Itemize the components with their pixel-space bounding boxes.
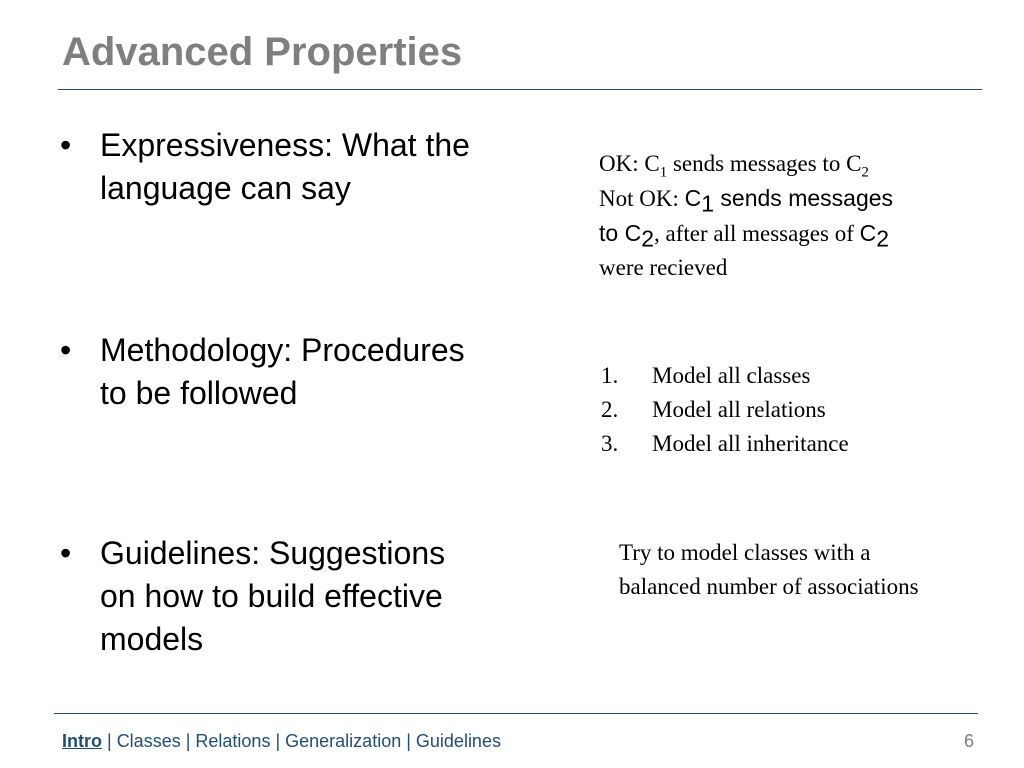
nav-link-generalization[interactable]: Generalization	[285, 731, 402, 751]
page-number: 6	[963, 731, 974, 751]
nav-link-classes[interactable]: Classes	[116, 731, 181, 751]
nav-link-guidelines[interactable]: Guidelines	[415, 731, 501, 751]
footer-nav	[62, 731, 501, 752]
list-item-text: Model all classes	[652, 363, 811, 388]
ok-mid: sends messages to C	[667, 151, 862, 176]
nav-separator: |	[180, 731, 196, 751]
notok-after: , after all messages of	[653, 221, 860, 246]
notok-sub3: 2	[876, 225, 890, 252]
notok-c: C	[684, 185, 702, 211]
list-item-text: Model all relations	[652, 397, 826, 422]
methodology-steps	[601, 359, 981, 461]
notok-sub1: 1	[701, 190, 715, 217]
nav-link-relations[interactable]: Relations	[195, 731, 271, 751]
notok-end: were recieved	[599, 255, 728, 280]
bullet-text-line: models	[100, 621, 204, 657]
list-item	[601, 427, 981, 461]
ok-sub2: 2	[861, 164, 869, 181]
notok-to: to C	[599, 220, 642, 246]
tip-line: Try to model classes with a	[619, 540, 871, 565]
bullet-text-line: language can say	[100, 170, 351, 206]
bullet-text-line: Guidelines: Suggestions	[100, 535, 446, 571]
title-divider	[58, 89, 982, 90]
bullet-methodology	[60, 329, 540, 415]
nav-separator: |	[401, 731, 416, 751]
ok-sub1: 1	[659, 164, 668, 181]
nav-link-intro[interactable]: Intro	[62, 731, 102, 751]
guideline-tip	[619, 536, 1009, 604]
bullet-marker: •	[60, 127, 72, 163]
bullet-expressiveness	[60, 124, 540, 210]
notok-sends: sends messages	[714, 185, 894, 211]
nav-separator: |	[102, 731, 117, 751]
notok-sub2: 2	[641, 225, 654, 252]
notok-c2: C	[859, 220, 877, 246]
list-item-text: Model all inheritance	[652, 431, 849, 456]
expressiveness-example	[599, 147, 979, 285]
footer-divider	[54, 713, 978, 714]
bullet-marker: •	[60, 332, 72, 368]
bullet-guidelines	[60, 532, 540, 661]
nav-separator: |	[270, 731, 286, 751]
list-item	[601, 359, 981, 393]
tip-line: balanced number of associations	[619, 574, 919, 599]
ok-line	[599, 147, 979, 181]
bullet-text-line: Expressiveness: What the	[100, 127, 470, 163]
list-item-number: 1.	[601, 363, 619, 388]
list-item-number: 2.	[601, 397, 619, 422]
notok-line-2	[599, 216, 979, 251]
list-item-number: 3.	[601, 431, 619, 456]
list-item	[601, 393, 981, 427]
bullet-marker: •	[60, 535, 72, 571]
ok-prefix: OK: C	[599, 151, 660, 176]
bullet-text-line: Methodology: Procedures	[100, 332, 465, 368]
slide-title: Advanced Properties	[62, 30, 463, 74]
notok-line	[599, 181, 979, 216]
notok-prefix: Not OK:	[599, 186, 685, 211]
bullet-text-line: to be followed	[100, 375, 298, 411]
bullet-text-line: on how to build effective	[100, 578, 443, 614]
